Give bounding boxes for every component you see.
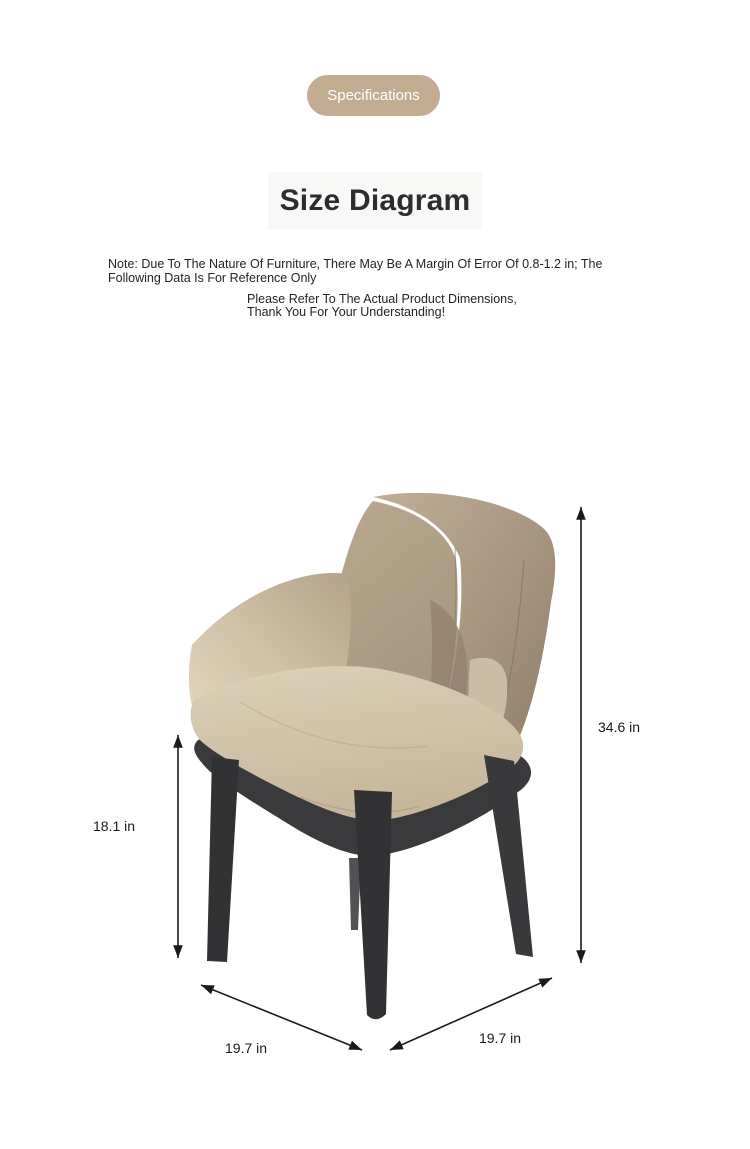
page-title: Size Diagram: [279, 184, 471, 217]
depth-label: 19.7 in: [225, 1040, 268, 1056]
width-arrow: [390, 978, 552, 1050]
seat-height-label: 18.1 in: [93, 818, 136, 834]
chair-illustration: [189, 493, 555, 1019]
width-label: 19.7 in: [479, 1030, 522, 1046]
reference-note-line1: Please Refer To The Actual Product Dimensions,: [247, 292, 517, 306]
specifications-badge[interactable]: Specifications: [307, 75, 440, 116]
reference-note-line2: Thank You For Your Understanding!: [247, 305, 446, 320]
overall-height-label: 34.6 in: [598, 719, 641, 735]
margin-of-error-note: Note: Due To The Nature Of Furniture, There May Be A Margin Of Error Of 0.8-1.2 in; The Following Data Is For Reference Only: [108, 257, 603, 285]
